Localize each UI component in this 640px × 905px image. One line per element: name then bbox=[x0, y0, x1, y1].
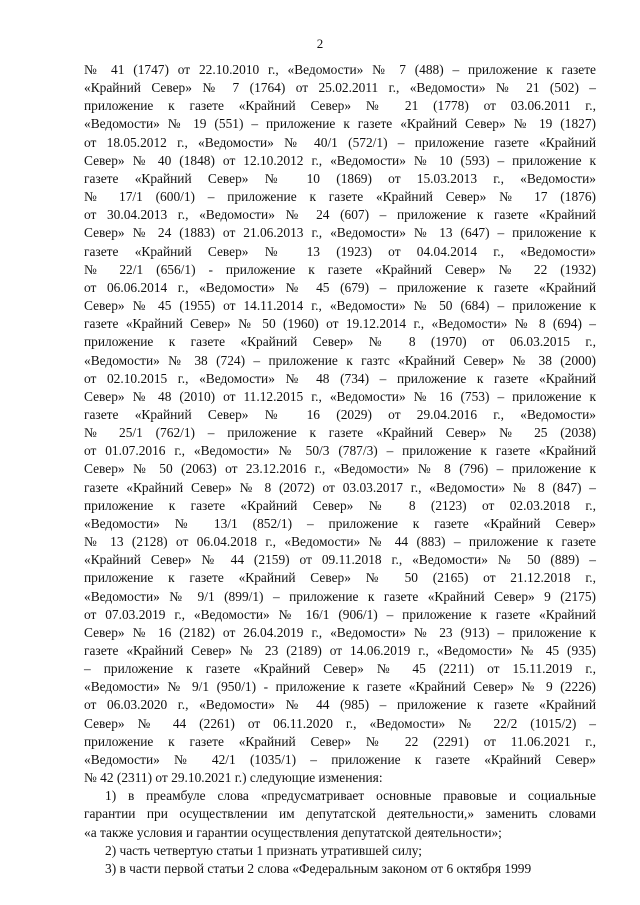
text-line: 2) часть четвертую статьи 1 признать утратившей силу; bbox=[105, 842, 422, 858]
text-line: гарантии при осуществлении им депутатской деятельности,» заменить словами bbox=[84, 806, 596, 822]
text-line: № 13 (2128) от 06.04.2018 г., «Ведомости» № 44 (883) – приложение к газете bbox=[84, 534, 596, 550]
text-line: Север» № 24 (1883) от 21.06.2013 г., «Ведомости» № 13 (647) – приложение к bbox=[84, 225, 596, 241]
text-line: 3) в части первой статьи 2 слова «Федеральным законом от 6 октября 1999 bbox=[105, 860, 532, 876]
text-line: – приложение к газете «Крайний Север» № 45 (2211) от 15.11.2019 г., bbox=[84, 661, 596, 677]
text-line: приложение к газете «Крайний Север» № 22 (2291) от 11.06.2021 г., bbox=[84, 733, 596, 749]
text-line: «Крайний Север» № 44 (2159) от 09.11.2018 г., «Ведомости» № 50 (889) – bbox=[84, 552, 596, 568]
text-line: Север» № 45 (1955) от 14.11.2014 г., «Ведомости» № 50 (684) – приложение к bbox=[84, 298, 596, 314]
text-line: № 17/1 (600/1) – приложение к газете «Крайний Север» № 17 (1876) bbox=[84, 189, 596, 205]
text-line: Север» № 40 (1848) от 12.10.2012 г., «Ведомости» № 10 (593) – приложение к bbox=[84, 152, 596, 168]
text-line: газете «Крайний Север» № 13 (1923) от 04.04.2014 г., «Ведомости» bbox=[84, 243, 596, 259]
document-body bbox=[84, 61, 596, 878]
text-line: газете «Крайний Север» № 10 (1869) от 15.03.2013 г., «Ведомости» bbox=[84, 170, 596, 186]
text-line: от 06.03.2020 г., «Ведомости» № 44 (985) – приложение к газете «Крайний bbox=[84, 697, 596, 713]
text-line: газете «Крайний Север» № 50 (1960) от 19.12.2014 г., «Ведомости» № 8 (694) – bbox=[84, 316, 596, 332]
text-line: № 42 (2311) от 29.10.2021 г.) следующие изменения: bbox=[84, 770, 383, 786]
text-line: «Ведомости» № 42/1 (1035/1) – приложение к газете «Крайний Север» bbox=[84, 751, 596, 767]
text-line: Север» № 48 (2010) от 11.12.2015 г., «Ведомости» № 16 (753) – приложение к bbox=[84, 388, 596, 404]
text-line: газете «Крайний Север» № 16 (2029) от 29.04.2016 г., «Ведомости» bbox=[84, 406, 596, 422]
text-line: «а также условия и гарантии осуществления депутатской деятельности»; bbox=[84, 824, 502, 840]
text-line: от 30.04.2013 г., «Ведомости» № 24 (607) – приложение к газете «Крайний bbox=[84, 207, 596, 223]
text-line: «Ведомости» № 9/1 (950/1) - приложение к газете «Крайний Север» № 9 (2226) bbox=[84, 679, 596, 695]
text-line: 1) в преамбуле слова «предусматривает основные правовые и социальные bbox=[105, 788, 596, 804]
text-line: от 01.07.2016 г., «Ведомости» № 50/3 (787/3) – приложение к газете «Крайний bbox=[84, 443, 596, 459]
text-line: «Ведомости» № 19 (551) – приложение к газете «Крайний Север» № 19 (1827) bbox=[84, 116, 596, 132]
text-line: газете «Крайний Север» № 23 (2189) от 14.06.2019 г., «Ведомости» № 45 (935) bbox=[84, 643, 596, 658]
text-line: Север» № 44 (2261) от 06.11.2020 г., «Ведомости» № 22/2 (1015/2) – bbox=[84, 715, 596, 731]
text-line: «Ведомости» № 13/1 (852/1) – приложение к газете «Крайний Север» bbox=[84, 515, 596, 531]
text-line: «Ведомости» № 38 (724) – приложение к газтс «Крайний Север» № 38 (2000) bbox=[84, 352, 596, 368]
text-line: газете «Крайний Север» № 8 (2072) от 03.03.2017 г., «Ведомости» № 8 (847) – bbox=[84, 479, 596, 495]
text-line: № 41 (1747) от 22.10.2010 г., «Ведомости» № 7 (488) – приложение к газете bbox=[84, 62, 596, 77]
text-line: от 02.10.2015 г., «Ведомости» № 48 (734) – приложение к газете «Крайний bbox=[84, 370, 596, 386]
text-line: приложение к газете «Крайний Север» № 21 (1778) от 03.06.2011 г., bbox=[84, 98, 596, 114]
text-line: Север» № 50 (2063) от 23.12.2016 г., «Ведомости» № 8 (796) – приложение к bbox=[84, 461, 596, 477]
text-line: № 22/1 (656/1) - приложение к газете «Крайний Север» № 22 (1932) bbox=[84, 261, 596, 277]
text-line: от 06.06.2014 г., «Ведомости» № 45 (679) – приложение к газете «Крайний bbox=[84, 279, 596, 295]
page-number: 2 bbox=[316, 36, 324, 51]
text-line: приложение к газете «Крайний Север» № 8 (2123) от 02.03.2018 г., bbox=[84, 497, 596, 513]
text-line: «Ведомости» № 9/1 (899/1) – приложение к газете «Крайний Север» 9 (2175) bbox=[84, 588, 596, 604]
text-line: от 18.05.2012 г., «Ведомости» № 40/1 (572/1) – приложение газете «Крайний bbox=[84, 134, 596, 150]
text-line: «Крайний Север» № 7 (1764) от 25.02.2011 г., «Ведомости» № 21 (502) – bbox=[84, 80, 596, 96]
text-line: Север» № 16 (2182) от 26.04.2019 г., «Ведомости» № 23 (913) – приложение к bbox=[84, 624, 596, 640]
text-line: приложение к газете «Крайний Север» № 8 (1970) от 06.03.2015 г., bbox=[84, 334, 596, 350]
text-line: от 07.03.2019 г., «Ведомости» № 16/1 (906/1) – приложение к газете «Крайний bbox=[84, 606, 596, 622]
text-line: № 25/1 (762/1) – приложение к газете «Крайний Север» № 25 (2038) bbox=[84, 425, 596, 441]
text-line: приложение к газете «Крайний Север» № 50 (2165) от 21.12.2018 г., bbox=[84, 570, 596, 586]
